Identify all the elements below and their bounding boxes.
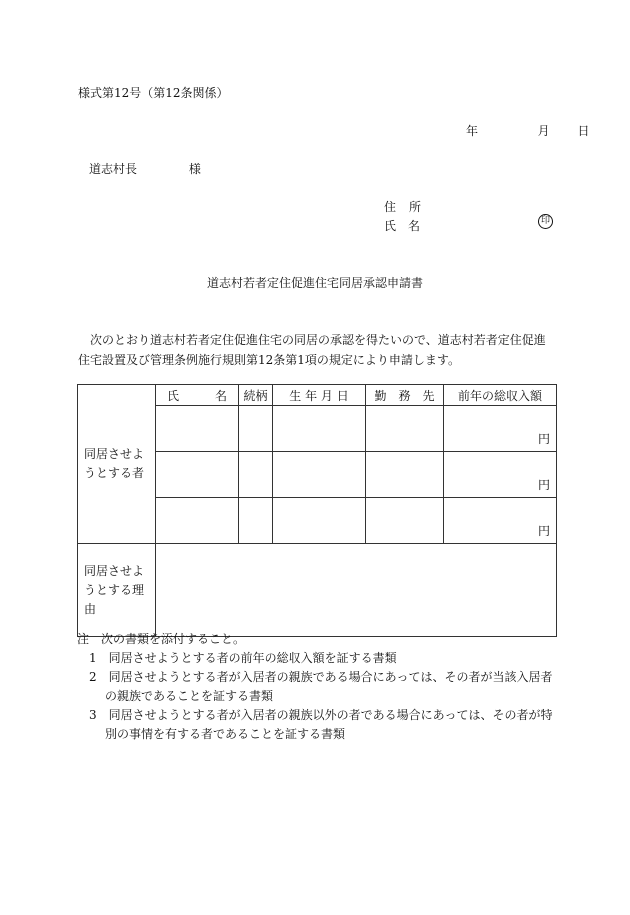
relation-cell[interactable] (239, 406, 273, 452)
workplace-cell[interactable] (366, 498, 444, 544)
date-year: 年 (466, 124, 479, 138)
reason-label: 同居させようとする理 由 (78, 544, 156, 637)
relation-cell[interactable] (239, 452, 273, 498)
income-cell[interactable]: 円 (444, 498, 557, 544)
note-item-1: 1 同居させようとする者の前年の総収入額を証する書類 (89, 651, 397, 665)
document-title: 道志村若者定住促進住宅同居承認申請書 (206, 276, 423, 290)
birth-cell[interactable] (273, 406, 366, 452)
intro-paragraph: 次のとおり道志村若者定住促進住宅の同居の承認を得たいので、道志村若者定住促進住宅設置及び管理条例施行規則第12条第1項の規定により申請します。 (78, 333, 546, 367)
addressee-suffix: 様 (188, 162, 201, 176)
form-number: 様式第12号（第12条関係） (78, 86, 229, 100)
address-label: 住 所 (384, 200, 422, 214)
name-cell[interactable] (156, 406, 239, 452)
name-cell[interactable] (156, 452, 239, 498)
date-line (466, 122, 590, 139)
cohabitant-table (77, 384, 557, 637)
income-cell[interactable]: 円 (444, 406, 557, 452)
header-name: 氏 名 (156, 385, 239, 406)
note-item-2: 2 同居させようとする者が入居者の親族である場合にあっては、その者が当該入居者の親族であることを証する書類 (89, 670, 553, 703)
workplace-cell[interactable] (366, 406, 444, 452)
workplace-cell[interactable] (366, 452, 444, 498)
relation-cell[interactable] (239, 498, 273, 544)
addressee-name: 道志村長 (89, 162, 138, 176)
seal-mark: 印 (538, 214, 553, 229)
date-month: 月 (537, 124, 550, 138)
reason-row (78, 544, 557, 637)
birth-cell[interactable] (273, 498, 366, 544)
header-birth: 生 年 月 日 (273, 385, 366, 406)
notes-heading: 注 次の書類を添付すること。 (77, 632, 246, 646)
name-cell[interactable] (156, 498, 239, 544)
income-cell[interactable]: 円 (444, 452, 557, 498)
date-day: 日 (577, 124, 590, 138)
birth-cell[interactable] (273, 452, 366, 498)
header-relation: 続柄 (239, 385, 273, 406)
header-workplace: 勤 務 先 (366, 385, 444, 406)
header-income: 前年の総収入額 (444, 385, 557, 406)
cohabitant-label: 同居させようとする者 (78, 385, 156, 544)
addressee (89, 160, 201, 177)
reason-cell[interactable] (156, 544, 557, 637)
notes (77, 630, 557, 744)
table-header-row (78, 385, 557, 406)
name-label: 氏 名 (384, 219, 421, 233)
note-item-3: 3 同居させようとする者が入居者の親族以外の者である場合にあっては、その者が特別の事情を有する者であることを証する書類 (89, 708, 553, 741)
